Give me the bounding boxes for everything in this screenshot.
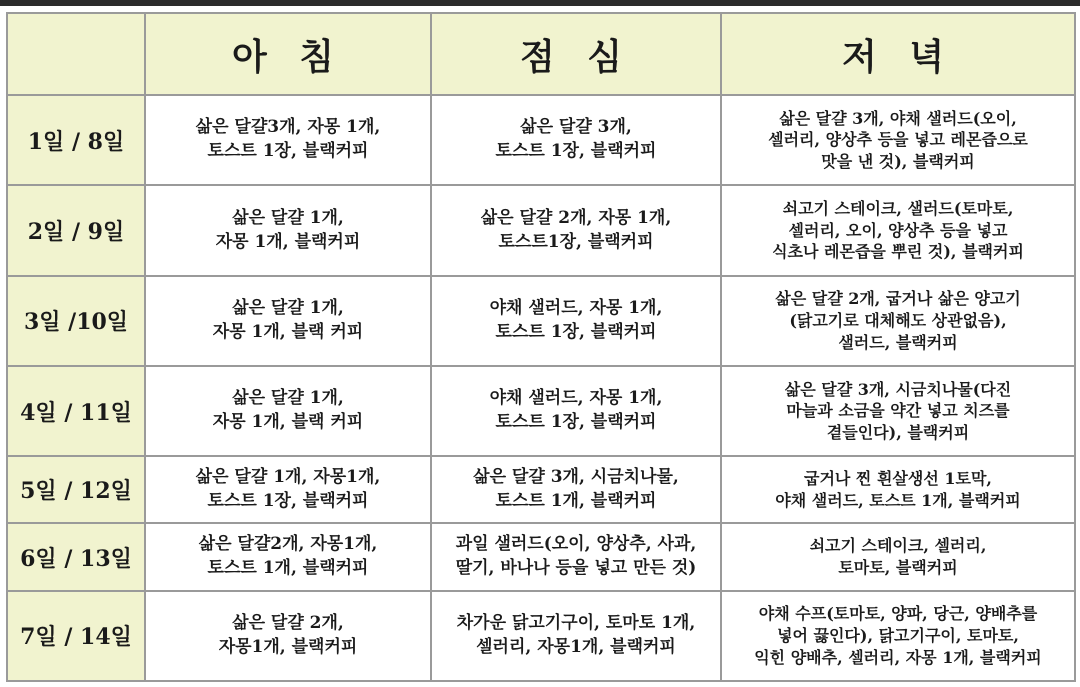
lunch-line: 토스트 1장, 블랙커피: [495, 141, 657, 162]
dinner-line: 야채 수프(토마토, 양파, 당근, 양배추를: [758, 604, 1038, 624]
dinner-line: (닭고기로 대체해도 상관없음),: [789, 311, 1007, 331]
dinner-cell: [721, 456, 1075, 523]
day-label: 7일 / 14일: [7, 591, 145, 681]
table-row: [7, 523, 1075, 590]
breakfast-line: 토스트 1장, 블랙커피: [207, 141, 369, 162]
header-breakfast: 아 침: [145, 13, 431, 95]
breakfast-line: 자몽 1개, 블랙커피: [215, 231, 361, 252]
lunch-line: 차가운 닭고기구이, 토마토 1개,: [456, 612, 696, 633]
dinner-line: 마늘과 소금을 약간 넣고 치즈를: [786, 401, 1010, 421]
dinner-line: 셀러리, 양상추 등을 넣고 레몬즙으로: [768, 130, 1028, 150]
dinner-line: 쇠고기 스테이크, 셀러리,: [809, 536, 987, 556]
day-label: 5일 / 12일: [7, 456, 145, 523]
breakfast-cell: [145, 366, 431, 456]
dinner-cell: [721, 95, 1075, 185]
meal-plan-table-container: [6, 12, 1074, 682]
day-label: 2일 / 9일: [7, 185, 145, 275]
dinner-line: 넣어 끓인다), 닭고기구이, 토마토,: [777, 625, 1019, 645]
table-row: [7, 185, 1075, 275]
meal-rows: [7, 95, 1075, 681]
day-label: 6일 / 13일: [7, 523, 145, 590]
lunch-line: 토스트 1개, 블랙커피: [495, 490, 657, 511]
meal-plan-table: [6, 12, 1076, 682]
dinner-cell: [721, 276, 1075, 366]
lunch-line: 딸기, 바나나 등을 넣고 만든 것): [455, 558, 697, 579]
header-dinner: 저 녁: [721, 13, 1075, 95]
dinner-line: 삶은 달걀 3개, 야채 샐러드(오이,: [779, 108, 1017, 128]
breakfast-line: 자몽1개, 블랙커피: [218, 636, 358, 657]
table-row: [7, 456, 1075, 523]
lunch-line: 야채 샐러드, 자몽 1개,: [489, 388, 663, 409]
lunch-line: 삶은 달걀 3개, 시금치나물,: [473, 467, 679, 488]
breakfast-line: 삶은 달걀 1개,: [232, 298, 344, 319]
dinner-cell: [721, 523, 1075, 590]
breakfast-cell: [145, 95, 431, 185]
breakfast-line: 삶은 달걀 1개,: [232, 388, 344, 409]
header-row: [7, 13, 1075, 95]
breakfast-line: 토스트 1개, 블랙커피: [207, 558, 369, 579]
header-corner-cell: [7, 13, 145, 95]
table-row: [7, 276, 1075, 366]
dinner-line: 셀러리, 오이, 양상추 등을 넣고: [788, 220, 1008, 240]
breakfast-line: 자몽 1개, 블랙 커피: [212, 321, 364, 342]
breakfast-line: 삶은 달걀3개, 자몽 1개,: [195, 117, 381, 138]
breakfast-line: 토스트 1장, 블랙커피: [207, 490, 369, 511]
lunch-line: 삶은 달걀 3개,: [520, 117, 632, 138]
lunch-line: 셀러리, 자몽1개, 블랙커피: [476, 636, 676, 657]
breakfast-line: 삶은 달걀2개, 자몽1개,: [198, 534, 378, 555]
breakfast-line: 삶은 달걀 1개, 자몽1개,: [195, 467, 381, 488]
day-label: 3일 /10일: [7, 276, 145, 366]
lunch-line: 토스트 1장, 블랙커피: [495, 321, 657, 342]
day-label: 1일 / 8일: [7, 95, 145, 185]
lunch-cell: [431, 591, 721, 681]
lunch-cell: [431, 456, 721, 523]
header-lunch: 점 심: [431, 13, 721, 95]
lunch-line: 과일 샐러드(오이, 양상추, 사과,: [455, 534, 697, 555]
breakfast-line: 삶은 달걀 1개,: [232, 207, 344, 228]
day-label: 4일 / 11일: [7, 366, 145, 456]
dinner-cell: [721, 185, 1075, 275]
lunch-line: 토스트 1장, 블랙커피: [495, 412, 657, 433]
dinner-line: 삶은 달걀 3개, 시금치나물(다진: [784, 379, 1012, 399]
lunch-line: 삶은 달걀 2개, 자몽 1개,: [480, 207, 672, 228]
table-row: [7, 95, 1075, 185]
dinner-line: 쇠고기 스테이크, 샐러드(토마토,: [782, 199, 1014, 219]
dinner-line: 익힌 양배추, 셀러리, 자몽 1개, 블랙커피: [754, 647, 1042, 667]
lunch-line: 야채 샐러드, 자몽 1개,: [489, 298, 663, 319]
lunch-cell: [431, 276, 721, 366]
dinner-cell: [721, 591, 1075, 681]
breakfast-cell: [145, 185, 431, 275]
breakfast-cell: [145, 523, 431, 590]
table-row: [7, 591, 1075, 681]
dinner-line: 굽거나 찐 흰살생선 1토막,: [804, 469, 992, 489]
breakfast-cell: [145, 591, 431, 681]
lunch-cell: [431, 523, 721, 590]
breakfast-line: 삶은 달걀 2개,: [232, 612, 344, 633]
breakfast-cell: [145, 456, 431, 523]
dinner-line: 곁들인다), 블랙커피: [826, 423, 970, 442]
breakfast-line: 자몽 1개, 블랙 커피: [212, 412, 364, 433]
dinner-line: 토마토, 블랙커피: [838, 558, 958, 578]
lunch-cell: [431, 185, 721, 275]
dinner-line: 삶은 달걀 2개, 굽거나 삶은 양고기: [775, 289, 1021, 309]
dinner-cell: [721, 366, 1075, 456]
dinner-line: 맛을 낸 것), 블랙커피: [821, 151, 975, 171]
lunch-cell: [431, 95, 721, 185]
breakfast-cell: [145, 276, 431, 366]
dinner-line: 야채 샐러드, 토스트 1개, 블랙커피: [775, 490, 1021, 510]
table-row: [7, 366, 1075, 456]
dinner-line: 샐러드, 블랙커피: [838, 332, 958, 352]
dinner-line: 식초나 레몬즙을 뿌린 것), 블랙커피: [772, 242, 1024, 262]
top-border-bar: [0, 0, 1080, 6]
lunch-cell: [431, 366, 721, 456]
lunch-line: 토스트1장, 블랙커피: [498, 231, 654, 252]
